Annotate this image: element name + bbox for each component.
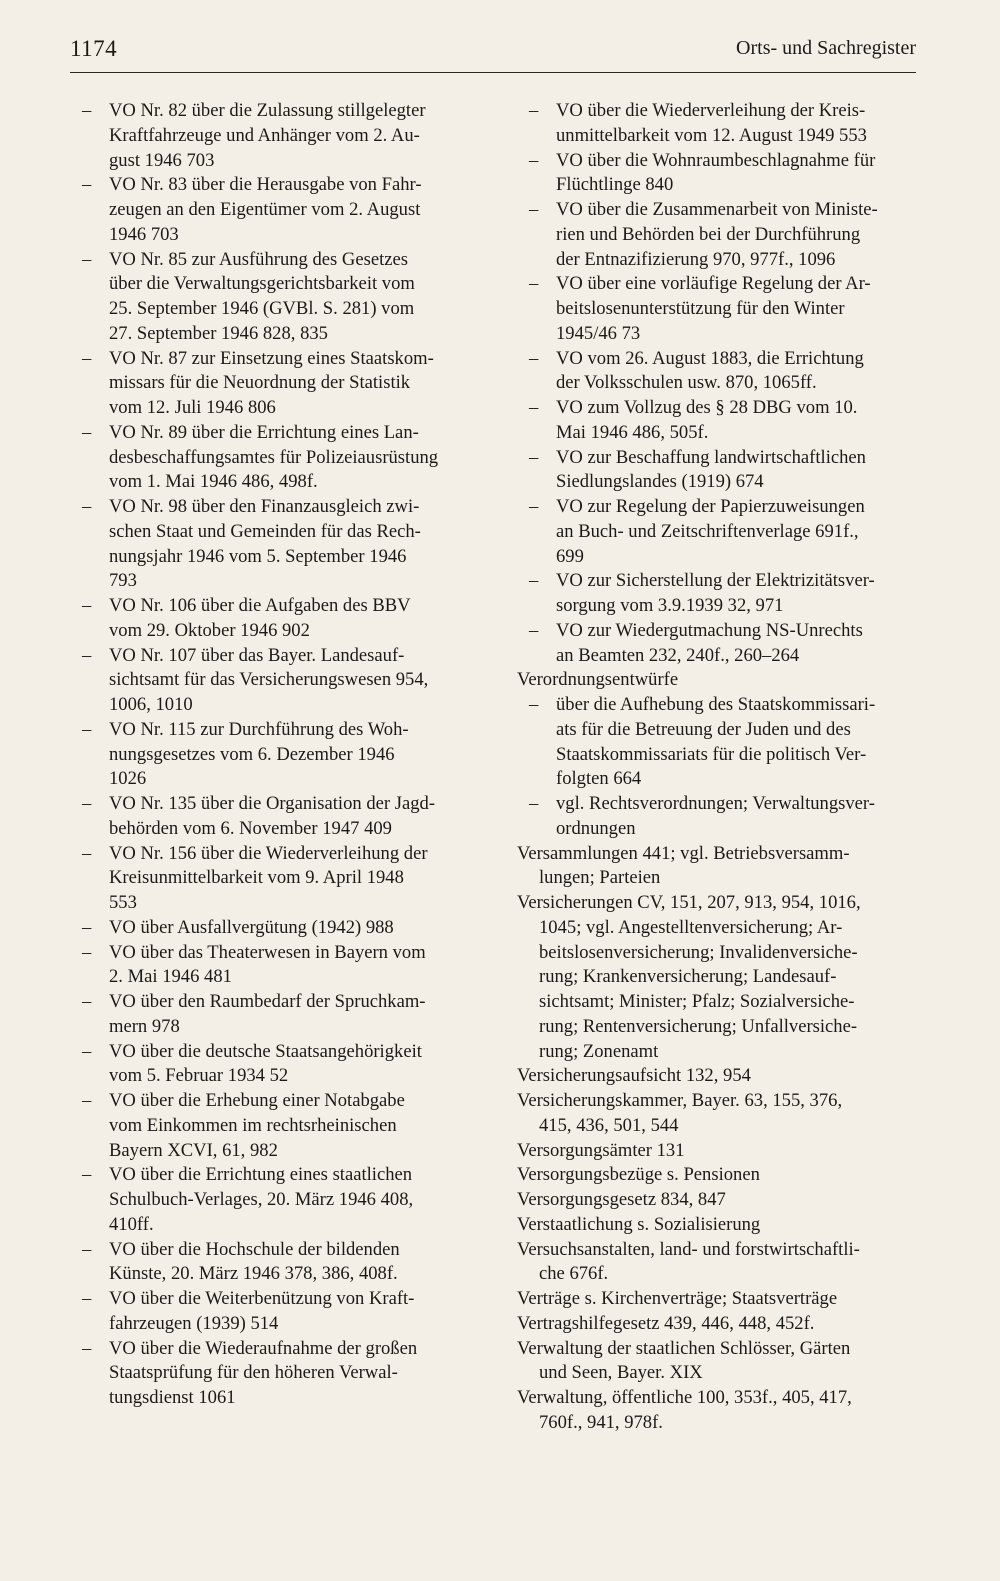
- entry-line: 27. September 1946 828, 835: [109, 322, 328, 344]
- entry-line: VO Nr. 85 zur Ausführung des Gesetzes: [109, 248, 408, 270]
- entry-line: beitslosenunterstützung für den Winter: [556, 298, 845, 319]
- left-column: [70, 99, 481, 1411]
- entry-line: missars für die Neuordnung der Statistik: [109, 372, 411, 394]
- entry-dash: –: [82, 644, 92, 666]
- right-column-entry: [517, 1188, 919, 1213]
- entry-line: nungsjahr 1946 vom 5. September 1946: [109, 545, 407, 567]
- running-head: Orts- und Sachregister: [736, 37, 916, 59]
- entry-dash: –: [82, 1337, 92, 1359]
- left-column-subentry: [70, 421, 481, 495]
- left-column-subentry: [70, 173, 481, 247]
- entry-line: VO über die Errichtung eines staatlichen: [109, 1164, 413, 1186]
- entry-dash: –: [82, 718, 92, 740]
- entry-line: unmittelbarkeit vom 12. August 1949 553: [556, 124, 867, 146]
- right-column-entry: [517, 1337, 919, 1387]
- entry-line: Siedlungslandes (1919) 674: [556, 471, 764, 493]
- entry-line: schen Staat und Gemeinden für das Rech-: [109, 520, 421, 542]
- left-column-subentry: [70, 495, 481, 594]
- entry-line: Verordnungsentwürfe: [517, 669, 679, 691]
- entry-line: und Seen, Bayer. XIX: [539, 1362, 703, 1384]
- right-column-entry: [517, 668, 919, 693]
- entry-line: Kraftfahrzeuge und Anhänger vom 2. Au-: [109, 124, 420, 146]
- entry-line: 25. September 1946 (GVBl. S. 281) vom: [109, 298, 415, 319]
- entry-dash: –: [82, 595, 92, 616]
- entry-line: Vertragshilfegesetz 439, 446, 448, 452f.: [517, 1312, 815, 1334]
- entry-line: Versorgungsämter 131: [517, 1139, 685, 1161]
- entry-line: Versicherungskammer, Bayer. 63, 155, 376,: [517, 1090, 843, 1111]
- entry-line: beitslosenversicherung; Invalidenversiche-: [539, 941, 858, 963]
- entry-line: nungsgesetzes vom 6. Dezember 1946: [109, 743, 395, 765]
- entry-dash: –: [82, 421, 92, 443]
- entry-dash: –: [82, 1164, 92, 1186]
- entry-line: vgl. Rechtsverordnungen; Verwaltungsver-: [556, 793, 875, 814]
- entry-line: Verwaltung der staatlichen Schlösser, Gärten: [517, 1337, 851, 1359]
- entry-line: che 676f.: [539, 1263, 609, 1285]
- entry-line: vom 29. Oktober 1946 902: [109, 619, 310, 641]
- entry-line: Staatsprüfung für den höheren Verwal-: [109, 1362, 398, 1384]
- entry-line: 1946 703: [109, 223, 179, 245]
- entry-dash: –: [529, 149, 539, 171]
- entry-line: VO Nr. 87 zur Einsetzung eines Staatskom-: [109, 347, 434, 369]
- right-column-subentry: [517, 272, 919, 346]
- entry-line: VO Nr. 156 über die Wiederverleihung der: [109, 842, 428, 864]
- right-column-subentry: [517, 569, 919, 619]
- entry-line: VO Nr. 107 über das Bayer. Landesauf-: [109, 644, 405, 666]
- left-column-subentry: [70, 842, 481, 916]
- left-column-subentry: [70, 99, 481, 173]
- entry-line: VO über das Theaterwesen in Bayern vom: [109, 941, 426, 963]
- entry-line: sorgung vom 3.9.1939 32, 971: [556, 595, 784, 616]
- entry-dash: –: [529, 496, 539, 517]
- left-column-subentry: [70, 792, 481, 842]
- right-column-subentry: [517, 446, 919, 496]
- entry-line: lungen; Parteien: [539, 867, 661, 889]
- entry-dash: –: [529, 793, 539, 814]
- right-column-entry: [517, 1064, 919, 1089]
- entry-line: Schulbuch-Verlages, 20. März 1946 408,: [109, 1189, 414, 1210]
- entry-line: VO über eine vorläufige Regelung der Ar-: [556, 273, 871, 295]
- entry-line: Versicherungen CV, 151, 207, 913, 954, 1016,: [517, 892, 861, 913]
- entry-line: tungsdienst 1061: [109, 1387, 236, 1408]
- entry-line: VO Nr. 115 zur Durchführung des Woh-: [109, 718, 409, 740]
- entry-line: rung; Krankenversicherung; Landesauf-: [539, 966, 837, 988]
- entry-line: VO Nr. 135 über die Organisation der Jagd-: [109, 793, 436, 814]
- left-column-subentry: [70, 1163, 481, 1237]
- entry-line: VO über die deutsche Staatsangehörigkeit: [109, 1040, 422, 1062]
- right-column: [517, 99, 919, 1436]
- entry-dash: –: [82, 174, 92, 196]
- right-column-entry: [517, 1287, 919, 1312]
- entry-line: Kreisunmittelbarkeit vom 9. April 1948: [109, 867, 404, 889]
- left-column-subentry: [70, 941, 481, 991]
- left-column-subentry: [70, 718, 481, 792]
- entry-dash: –: [82, 1040, 92, 1062]
- entry-line: Künste, 20. März 1946 378, 386, 408f.: [109, 1263, 398, 1285]
- entry-line: der Volksschulen usw. 870, 1065ff.: [556, 372, 817, 394]
- entry-line: rien und Behörden bei der Durchführung: [556, 223, 861, 245]
- entry-line: fahrzeugen (1939) 514: [109, 1312, 279, 1334]
- entry-dash: –: [82, 941, 92, 963]
- entry-line: an Beamten 232, 240f., 260–264: [556, 644, 800, 666]
- entry-dash: –: [529, 273, 539, 295]
- right-column-entry: [517, 1089, 919, 1139]
- entry-line: VO Nr. 89 über die Errichtung eines Lan-: [109, 421, 419, 443]
- entry-line: VO zur Sicherstellung der Elektrizitätsver-: [556, 570, 875, 592]
- entry-line: VO über die Wiederverleihung der Kreis-: [556, 100, 866, 121]
- entry-line: 553: [109, 892, 137, 913]
- entry-line: VO vom 26. August 1883, die Errichtung: [556, 347, 864, 369]
- entry-line: VO über Ausfallvergütung (1942) 988: [109, 916, 394, 938]
- entry-line: VO über die Weiterbenützung von Kraft-: [109, 1288, 415, 1309]
- entry-line: VO über die Wohnraumbeschlagnahme für: [556, 149, 876, 171]
- entry-line: VO zur Regelung der Papierzuweisungen: [556, 496, 865, 517]
- entry-line: rung; Rentenversicherung; Unfallversiche-: [539, 1015, 858, 1037]
- right-column-subentry: [517, 149, 919, 199]
- entry-line: VO über die Wiederaufnahme der großen: [109, 1337, 418, 1359]
- right-column-entry: [517, 1238, 919, 1288]
- entry-line: 699: [556, 545, 584, 567]
- right-column-entry: [517, 1163, 919, 1188]
- entry-line: VO Nr. 98 über den Finanzausgleich zwi-: [109, 496, 420, 517]
- entry-dash: –: [82, 496, 92, 517]
- left-column-subentry: [70, 644, 481, 718]
- entry-line: zeugen an den Eigentümer vom 2. August: [109, 199, 421, 220]
- entry-dash: –: [529, 347, 539, 369]
- entry-line: Versammlungen 441; vgl. Betriebsversamm-: [517, 842, 850, 864]
- entry-line: vom Einkommen im rechtsrheinischen: [109, 1114, 397, 1136]
- entry-line: VO Nr. 106 über die Aufgaben des BBV: [109, 595, 411, 616]
- right-column-entry: [517, 891, 919, 1064]
- entry-dash: –: [82, 1090, 92, 1111]
- entry-dash: –: [529, 570, 539, 592]
- entry-dash: –: [82, 248, 92, 270]
- entry-line: VO zum Vollzug des § 28 DBG vom 10.: [556, 397, 858, 418]
- entry-dash: –: [82, 1238, 92, 1260]
- entry-line: 1006, 1010: [109, 694, 193, 715]
- entry-dash: –: [529, 199, 539, 220]
- entry-line: mern 978: [109, 1015, 180, 1037]
- left-column-subentry: [70, 916, 481, 941]
- entry-dash: –: [82, 347, 92, 369]
- right-column-entry: [517, 1213, 919, 1238]
- entry-line: VO über den Raumbedarf der Spruchkam-: [109, 991, 426, 1012]
- entry-line: Versorgungsbezüge s. Pensionen: [517, 1164, 760, 1186]
- right-column-entry: [517, 1386, 919, 1436]
- entry-line: ordnungen: [556, 817, 636, 839]
- entry-line: sichtsamt für das Versicherungswesen 954,: [109, 669, 429, 691]
- right-column-entry: [517, 1139, 919, 1164]
- entry-line: vom 5. Februar 1934 52: [109, 1065, 289, 1087]
- entry-line: ats für die Betreuung der Juden und des: [556, 718, 851, 740]
- left-column-subentry: [70, 594, 481, 644]
- entry-dash: –: [82, 842, 92, 864]
- entry-line: sichtsamt; Minister; Pfalz; Sozialversiche-: [539, 991, 855, 1012]
- entry-dash: –: [529, 100, 539, 121]
- entry-line: Staatskommissariats für die politisch Ver-: [556, 743, 867, 765]
- entry-dash: –: [82, 793, 92, 814]
- entry-line: an Buch- und Zeitschriftenverlage 691f.,: [556, 520, 859, 542]
- right-column-subentry: [517, 198, 919, 272]
- entry-line: VO Nr. 82 über die Zulassung stillgelegter: [109, 100, 426, 121]
- entry-dash: –: [529, 446, 539, 468]
- entry-line: Versicherungsaufsicht 132, 954: [517, 1065, 751, 1087]
- right-column-subentry: [517, 347, 919, 397]
- entry-line: Versuchsanstalten, land- und forstwirtschaftli-: [517, 1238, 860, 1260]
- entry-line: 793: [109, 570, 137, 592]
- entry-dash: –: [82, 100, 92, 121]
- entry-line: VO über die Hochschule der bildenden: [109, 1238, 400, 1260]
- left-column-subentry: [70, 1287, 481, 1337]
- entry-line: 1945/46 73: [556, 322, 641, 344]
- entry-line: Verträge s. Kirchenverträge; Staatsverträge: [517, 1288, 838, 1309]
- entry-line: VO zur Wiedergutmachung NS-Unrechts: [556, 619, 863, 641]
- entry-line: VO über die Zusammenarbeit von Ministe-: [556, 199, 878, 220]
- left-column-subentry: [70, 1089, 481, 1163]
- entry-dash: –: [82, 1288, 92, 1309]
- left-column-subentry: [70, 1040, 481, 1090]
- entry-line: vom 1. Mai 1946 486, 498f.: [109, 471, 318, 493]
- entry-line: Mai 1946 486, 505f.: [556, 421, 709, 443]
- entry-dash: –: [529, 397, 539, 418]
- entry-line: VO über die Erhebung einer Notabgabe: [109, 1090, 405, 1111]
- page-number: 1174: [70, 36, 118, 61]
- entry-line: Bayern XCVI, 61, 982: [109, 1139, 278, 1161]
- entry-line: Verwaltung, öffentliche 100, 353f., 405, 417,: [517, 1387, 852, 1408]
- entry-line: 410ff.: [109, 1213, 154, 1235]
- left-column-subentry: [70, 990, 481, 1040]
- left-column-subentry: [70, 347, 481, 421]
- left-column-subentry: [70, 1238, 481, 1288]
- entry-line: 415, 436, 501, 544: [539, 1114, 679, 1136]
- entry-line: rung; Zonenamt: [539, 1040, 659, 1062]
- entry-line: Verstaatlichung s. Sozialisierung: [517, 1213, 761, 1235]
- right-column-subentry: [517, 99, 919, 149]
- left-column-subentry: [70, 248, 481, 347]
- entry-line: gust 1946 703: [109, 149, 215, 171]
- right-column-subentry: [517, 396, 919, 446]
- entry-line: VO zur Beschaffung landwirtschaftlichen: [556, 446, 866, 468]
- right-column-entry: [517, 1312, 919, 1337]
- left-column-subentry: [70, 1337, 481, 1411]
- entry-dash: –: [82, 991, 92, 1012]
- right-column-subentry: [517, 619, 919, 669]
- entry-line: Flüchtlinge 840: [556, 174, 674, 196]
- entry-line: der Entnazifizierung 970, 977f., 1096: [556, 248, 836, 270]
- entry-line: Versorgungsgesetz 834, 847: [517, 1189, 726, 1210]
- entry-dash: –: [529, 619, 539, 641]
- entry-line: vom 12. Juli 1946 806: [109, 397, 276, 418]
- entry-line: 1026: [109, 768, 147, 790]
- entry-line: 1045; vgl. Angestelltenversicherung; Ar-: [539, 916, 843, 938]
- entry-line: 760f., 941, 978f.: [539, 1411, 663, 1433]
- entry-line: folgten 664: [556, 768, 642, 790]
- right-column-subentry: [517, 693, 919, 792]
- right-column-entry: [517, 842, 919, 892]
- entry-line: desbeschaffungsamtes für Polizeiausrüstung: [109, 446, 439, 468]
- page-header: [70, 36, 916, 73]
- entry-line: behörden vom 6. November 1947 409: [109, 817, 392, 839]
- entry-line: 2. Mai 1946 481: [109, 966, 232, 988]
- entry-line: über die Verwaltungsgerichtsbarkeit vom: [109, 273, 415, 295]
- entry-dash: –: [529, 694, 539, 715]
- entry-line: über die Aufhebung des Staatskommissari-: [556, 694, 876, 715]
- right-column-subentry: [517, 792, 919, 842]
- right-column-subentry: [517, 495, 919, 569]
- entry-dash: –: [82, 916, 92, 938]
- entry-line: VO Nr. 83 über die Herausgabe von Fahr-: [109, 174, 422, 196]
